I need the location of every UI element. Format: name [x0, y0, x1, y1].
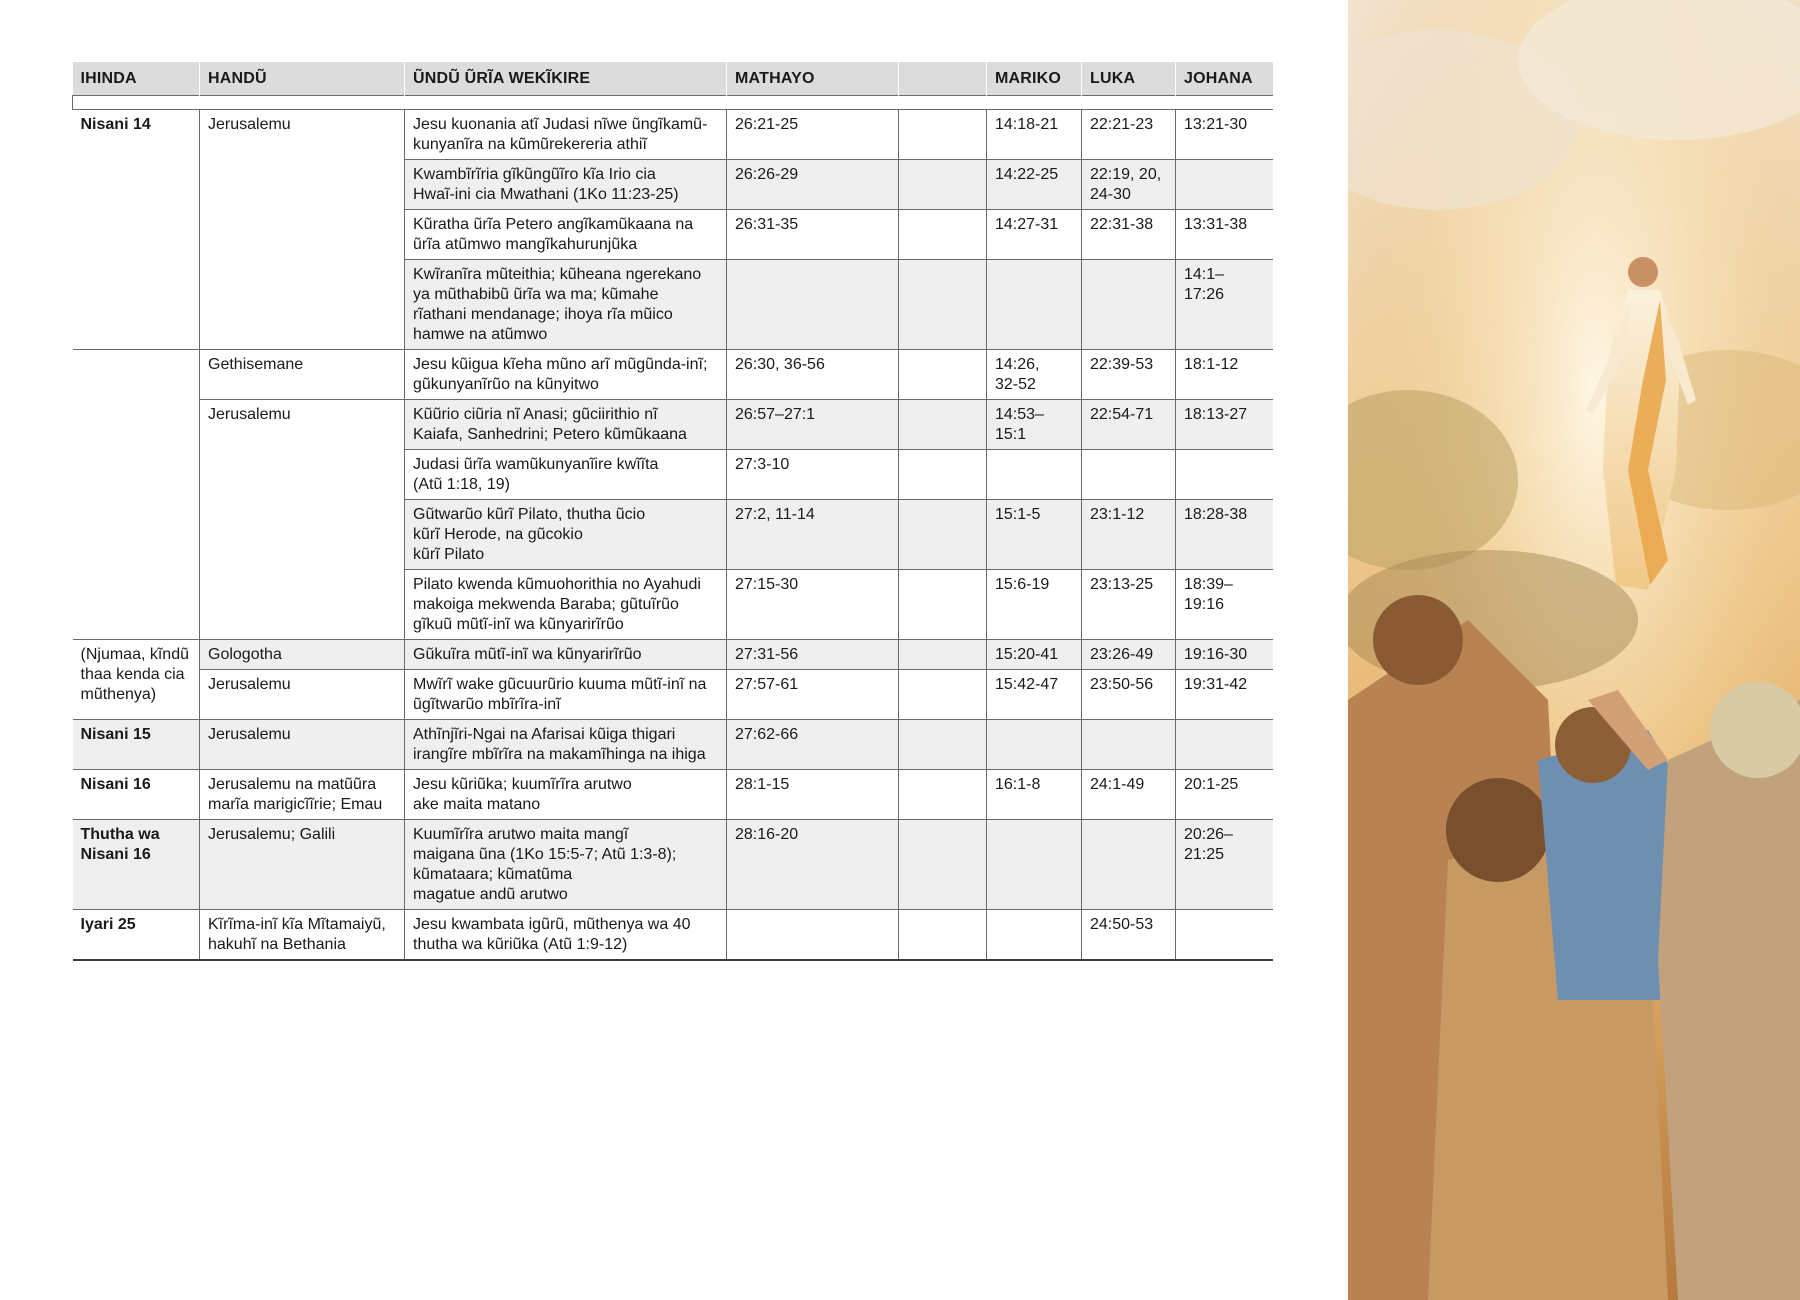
gap-cell — [899, 640, 987, 670]
table-row — [73, 640, 1273, 670]
event-cell: Jesu kuonania atĩ Judasi nĩwe ũngĩkamũ- kunyanĩra na kũmũrekereria athiĩ — [405, 110, 727, 160]
mathayo-cell: 26:26-29 — [727, 160, 899, 210]
mathayo-cell: 28:1-15 — [727, 770, 899, 820]
gap-cell — [899, 260, 987, 350]
gap-cell — [899, 110, 987, 160]
gap-cell — [899, 160, 987, 210]
gap-cell — [899, 350, 987, 400]
place-cell: Gologotha — [200, 640, 405, 670]
mariko-cell: 16:1-8 — [987, 770, 1082, 820]
luka-cell: 22:19, 20, 24-30 — [1082, 160, 1176, 210]
mathayo-cell: 27:62-66 — [727, 720, 899, 770]
mariko-cell — [987, 260, 1082, 350]
mathayo-cell: 27:15-30 — [727, 570, 899, 640]
johana-cell — [1176, 720, 1273, 770]
johana-cell: 18:28-38 — [1176, 500, 1273, 570]
header-mathayo: MATHAYO — [727, 62, 899, 96]
johana-cell: 20:1-25 — [1176, 770, 1273, 820]
event-cell: Kwambĩrĩria gĩkũngũĩro kĩa Irio cia Hwaĩ-ini cia Mwathani (1Ko 11:23-25) — [405, 160, 727, 210]
mathayo-cell: 27:57-61 — [727, 670, 899, 720]
table-row — [73, 820, 1273, 910]
mathayo-cell: 26:57–27:1 — [727, 400, 899, 450]
event-cell: Jesu kwambata igũrũ, mũthenya wa 40 thutha wa kũriũka (Atũ 1:9-12) — [405, 910, 727, 961]
mariko-cell: 15:20-41 — [987, 640, 1082, 670]
mariko-cell: 14:18-21 — [987, 110, 1082, 160]
gap-cell — [899, 210, 987, 260]
gap-cell — [899, 720, 987, 770]
gap-cell — [899, 570, 987, 640]
johana-cell: 20:26– 21:25 — [1176, 820, 1273, 910]
luka-cell: 22:54-71 — [1082, 400, 1176, 450]
gap-cell — [899, 400, 987, 450]
mathayo-cell: 26:31-35 — [727, 210, 899, 260]
event-cell: Jesu kũriũka; kuumĩrĩra arutwo ake maita matano — [405, 770, 727, 820]
luka-cell: 22:31-38 — [1082, 210, 1176, 260]
gap-cell — [899, 770, 987, 820]
table-row — [73, 350, 1273, 400]
head — [1628, 257, 1658, 287]
luka-cell: 22:39-53 — [1082, 350, 1176, 400]
place-cell: Jerusalemu — [200, 670, 405, 720]
date-cell: Thutha wa Nisani 16 — [73, 820, 200, 910]
event-cell: Jesu kũigua kĩeha mũno arĩ mũgũnda-inĩ; gũkunyanĩrũo na kũnyitwo — [405, 350, 727, 400]
luka-cell: 23:50-56 — [1082, 670, 1176, 720]
event-cell: Kuumĩrĩra arutwo maita mangĩ maigana ũna (1Ko 15:5-7; Atũ 1:3-8); kũmataara; kũmatũma magatue andũ arutwo — [405, 820, 727, 910]
mathayo-cell — [727, 910, 899, 961]
luka-cell — [1082, 820, 1176, 910]
header-ihinda: IHINDA — [73, 62, 200, 96]
mathayo-cell — [727, 260, 899, 350]
event-cell: Pilato kwenda kũmuohorithia no Ayahudi makoiga mekwenda Baraba; gũtuĩrũo gĩkuũ mũtĩ-inĩ wa kũnyarirĩrũo — [405, 570, 727, 640]
gap-cell — [899, 670, 987, 720]
johana-cell: 13:31-38 — [1176, 210, 1273, 260]
luka-cell — [1082, 450, 1176, 500]
luka-cell: 24:50-53 — [1082, 910, 1176, 961]
date-cell: Nisani 16 — [73, 770, 200, 820]
event-cell: Kũratha ũrĩa Petero angĩkamũkaana na ũrĩa atũmwo mangĩkahurunjũka — [405, 210, 727, 260]
event-cell: Athĩnjĩri-Ngai na Afarisai kũiga thigari irangĩre mbĩrĩra na makamĩhinga na ihiga — [405, 720, 727, 770]
event-cell: Judasi ũrĩa wamũkunyanĩire kwĩĩta (Atũ 1:18, 19) — [405, 450, 727, 500]
johana-cell — [1176, 910, 1273, 961]
gap-cell — [899, 500, 987, 570]
event-cell: Gũtwarũo kũrĩ Pilato, thutha ũcio kũrĩ Herode, na gũcokio kũrĩ Pilato — [405, 500, 727, 570]
date-cell: Nisani 14 — [73, 110, 200, 350]
ascension-scene-svg — [1348, 0, 1800, 1300]
luka-cell: 23:1-12 — [1082, 500, 1176, 570]
luka-cell: 23:13-25 — [1082, 570, 1176, 640]
place-cell: Jerusalemu — [200, 400, 405, 640]
gap-cell — [899, 450, 987, 500]
jesus-ascension-illustration — [1348, 0, 1800, 1300]
table-row — [73, 400, 1273, 450]
header-johana: JOHANA — [1176, 62, 1273, 96]
disciple-head — [1373, 595, 1463, 685]
event-cell: Kwĩranĩra mũteithia; kũheana ngerekano ya mũthabibũ ũrĩa wa ma; kũmahe rĩathani mendanage; ihoya rĩa mũico hamwe na atũmwo — [405, 260, 727, 350]
luka-cell: 22:21-23 — [1082, 110, 1176, 160]
luka-cell: 23:26-49 — [1082, 640, 1176, 670]
place-cell: Kĩrĩma-inĩ kĩa Mĩtamaiyũ, hakuhĩ na Bethania — [200, 910, 405, 961]
mariko-cell: 15:1-5 — [987, 500, 1082, 570]
table-row — [73, 770, 1273, 820]
place-cell: Gethisemane — [200, 350, 405, 400]
gap-cell — [899, 820, 987, 910]
mathayo-cell: 27:3-10 — [727, 450, 899, 500]
mariko-cell: 14:27-31 — [987, 210, 1082, 260]
mathayo-cell: 26:21-25 — [727, 110, 899, 160]
table-row — [73, 910, 1273, 961]
mariko-cell — [987, 910, 1082, 961]
mathayo-cell: 26:30, 36-56 — [727, 350, 899, 400]
gap-cell — [899, 910, 987, 961]
mariko-cell: 15:6-19 — [987, 570, 1082, 640]
mariko-cell: 15:42-47 — [987, 670, 1082, 720]
johana-cell — [1176, 160, 1273, 210]
johana-cell: 18:13-27 — [1176, 400, 1273, 450]
johana-cell: 18:1-12 — [1176, 350, 1273, 400]
header-spacer — [73, 96, 1273, 110]
header-undu: ŨNDŨ ŨRĨA WEKĨKIRE — [405, 62, 727, 96]
johana-cell: 14:1– 17:26 — [1176, 260, 1273, 350]
mariko-cell: 14:26, 32-52 — [987, 350, 1082, 400]
date-cell: (Njumaa, kĩndũ thaa kenda cia mũthenya) — [73, 640, 200, 720]
header-luka: LUKA — [1082, 62, 1176, 96]
place-cell: Jerusalemu — [200, 110, 405, 350]
events-table-container — [72, 62, 1272, 961]
table-header-row — [73, 62, 1273, 96]
place-cell: Jerusalemu; Galili — [200, 820, 405, 910]
disciple-head — [1446, 778, 1550, 882]
mariko-cell: 14:22-25 — [987, 160, 1082, 210]
luka-cell — [1082, 260, 1176, 350]
johana-cell: 13:21-30 — [1176, 110, 1273, 160]
luka-cell: 24:1-49 — [1082, 770, 1176, 820]
mariko-cell — [987, 720, 1082, 770]
johana-cell: 19:31-42 — [1176, 670, 1273, 720]
johana-cell: 18:39– 19:16 — [1176, 570, 1273, 640]
header-mariko: MARIKO — [987, 62, 1082, 96]
events-table — [72, 62, 1273, 961]
header-handu: HANDŨ — [200, 62, 405, 96]
mariko-cell: 14:53–15:1 — [987, 400, 1082, 450]
event-cell: Mwĩrĩ wake gũcuurũrio kuuma mũtĩ-inĩ na ũgĩtwarũo mbĩrĩra-inĩ — [405, 670, 727, 720]
johana-cell — [1176, 450, 1273, 500]
date-cell: Nisani 15 — [73, 720, 200, 770]
luka-cell — [1082, 720, 1176, 770]
place-cell: Jerusalemu — [200, 720, 405, 770]
date-cell-empty — [73, 350, 200, 640]
disciple-body — [1658, 700, 1800, 1300]
event-cell: Gũkuĩra mũtĩ-inĩ wa kũnyarirĩrũo — [405, 640, 727, 670]
date-cell: Iyari 25 — [73, 910, 200, 961]
mathayo-cell: 27:2, 11-14 — [727, 500, 899, 570]
mariko-cell — [987, 820, 1082, 910]
table-row — [73, 720, 1273, 770]
table-row — [73, 670, 1273, 720]
mathayo-cell: 27:31-56 — [727, 640, 899, 670]
mathayo-cell: 28:16-20 — [727, 820, 899, 910]
johana-cell: 19:16-30 — [1176, 640, 1273, 670]
event-cell: Kũũrio ciũria nĩ Anasi; gũciirithio nĩ Kaiafa, Sanhedrini; Petero kũmũkaana — [405, 400, 727, 450]
table-row — [73, 110, 1273, 160]
mariko-cell — [987, 450, 1082, 500]
header-blank — [899, 62, 987, 96]
place-cell: Jerusalemu na matũũra marĩa marigicĩĩrie; Emau — [200, 770, 405, 820]
